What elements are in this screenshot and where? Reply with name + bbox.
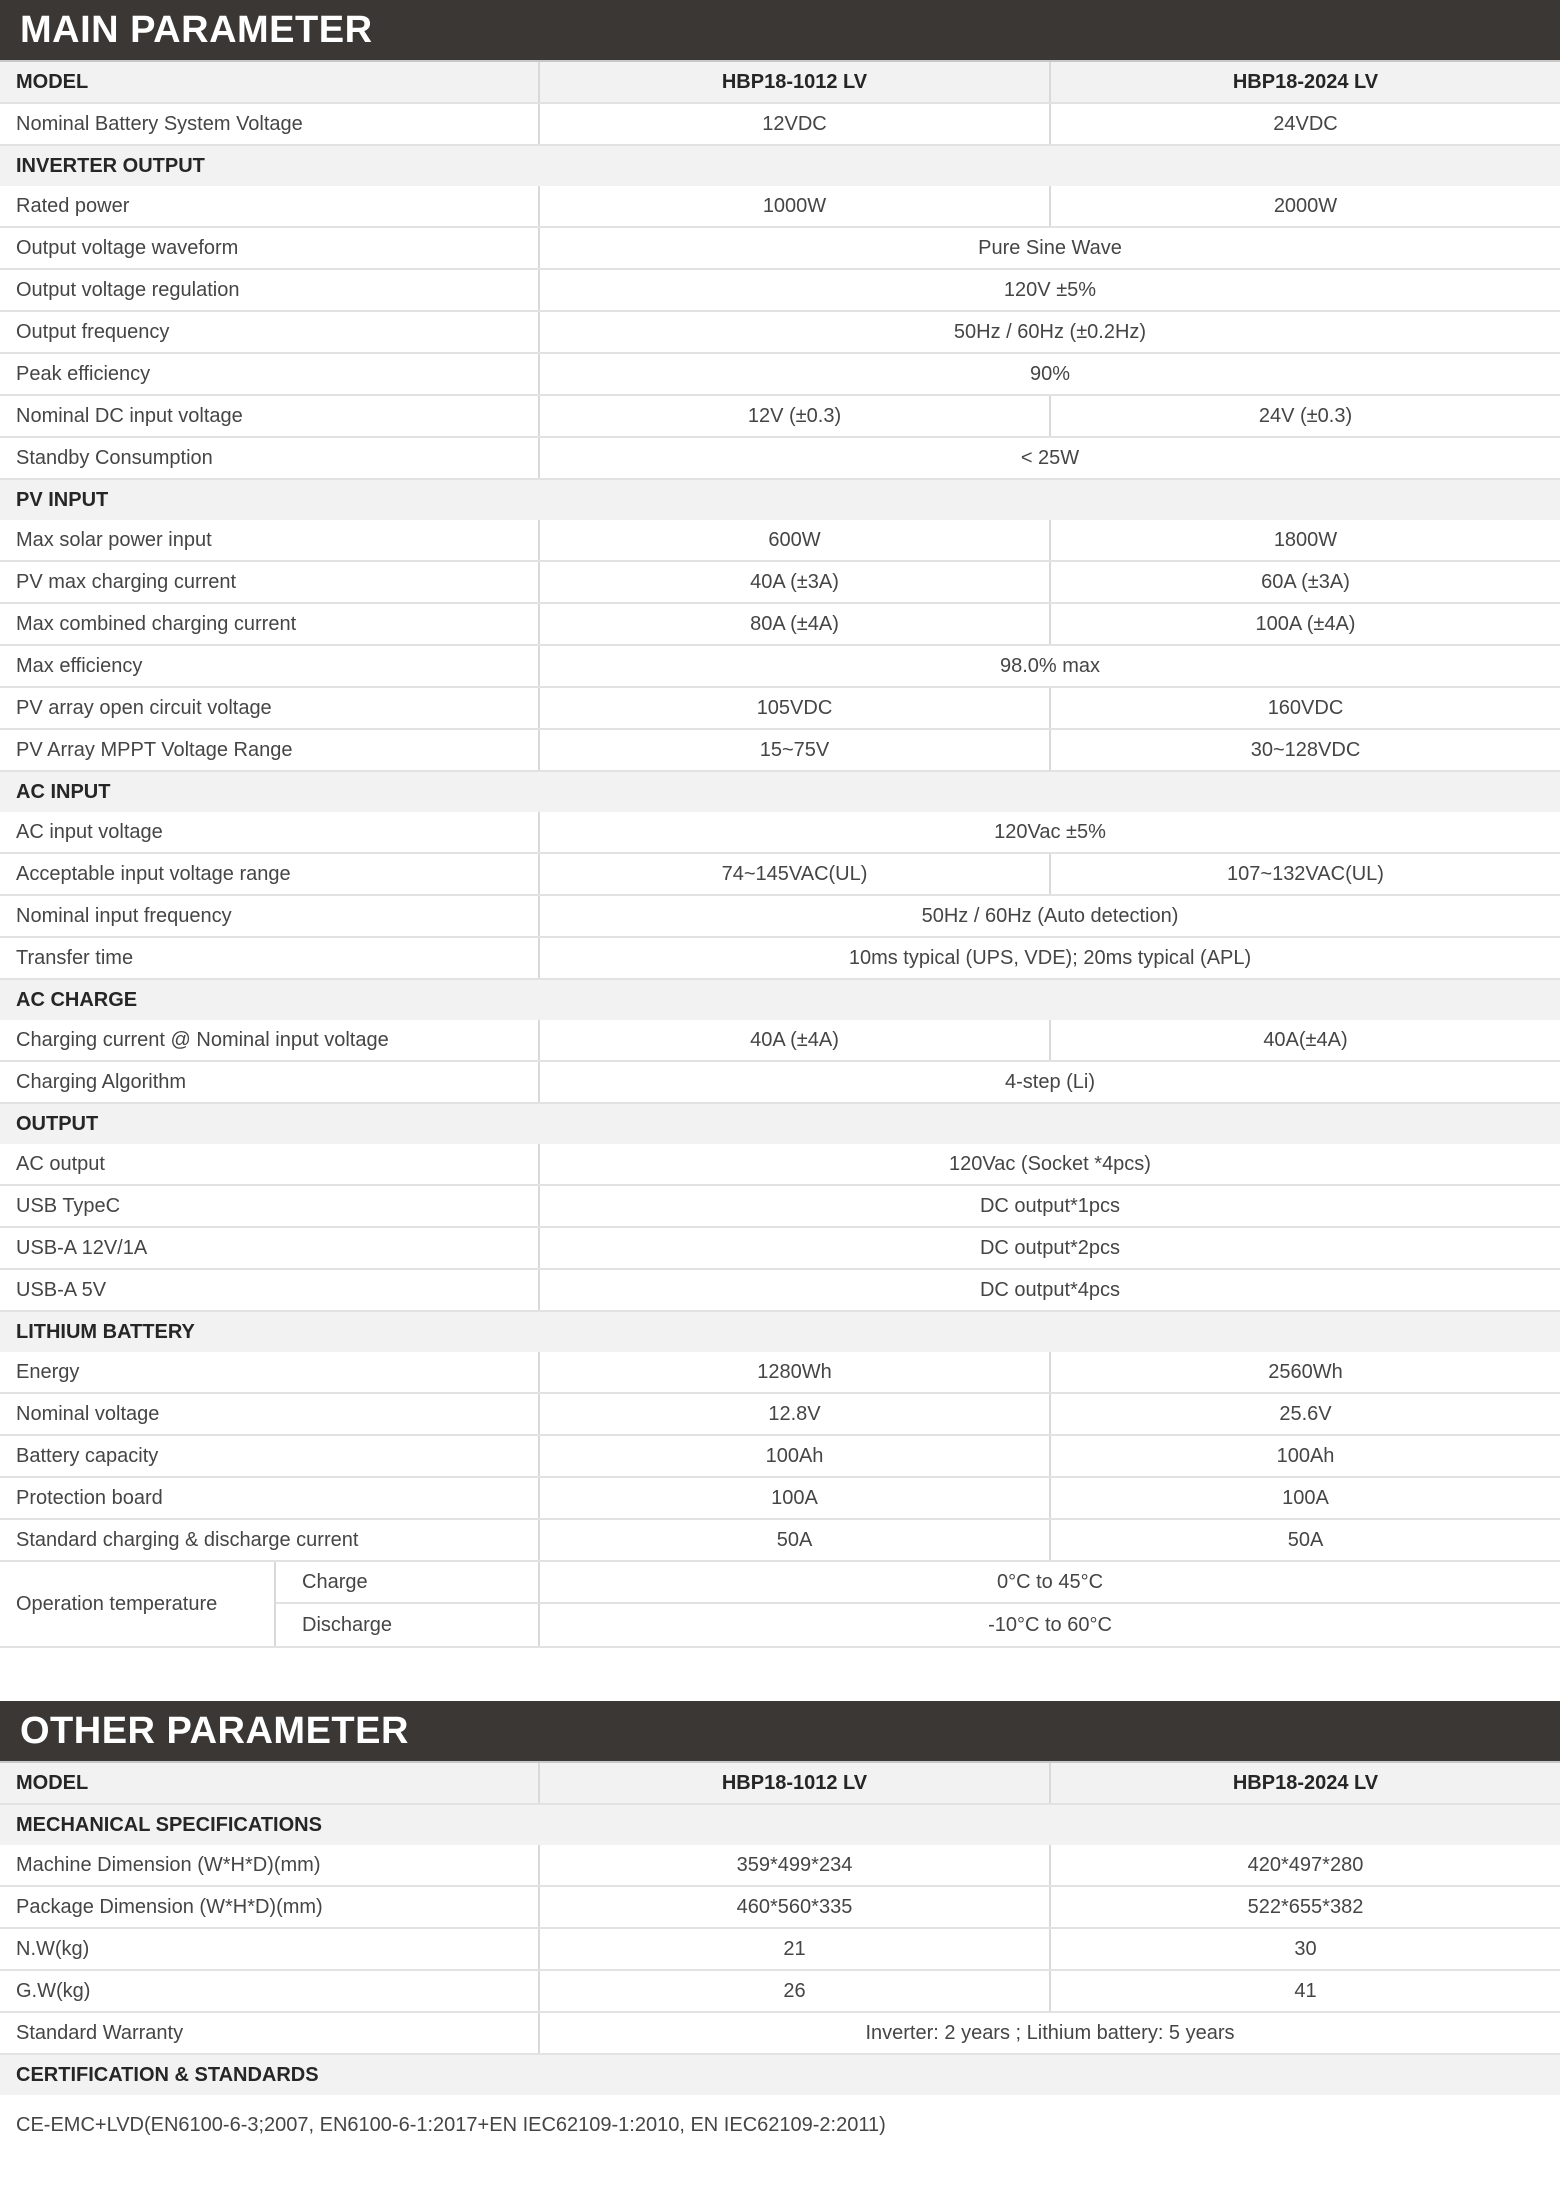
spec-value-col1: 359*499*234 [540, 1845, 1051, 1885]
spec-label: Max combined charging current [0, 604, 540, 644]
spec-value-col1: 40A (±4A) [540, 1020, 1051, 1060]
spec-value-span: Pure Sine Wave [978, 236, 1122, 259]
spec-value-col1: 40A (±3A) [540, 562, 1051, 602]
spec-row [0, 1352, 1560, 1394]
spec-label: Nominal voltage [0, 1394, 540, 1434]
spec-row [0, 396, 1560, 438]
spec-value-col1: 100A [540, 1478, 1051, 1518]
section-header-row [0, 2055, 1560, 2095]
spec-value-span: DC output*1pcs [979, 1194, 1121, 1217]
spec-row [0, 1887, 1560, 1929]
spec-label: USB-A 5V [0, 1270, 540, 1310]
section-header-row [0, 980, 1560, 1020]
group-row [0, 1562, 1560, 1648]
spec-value-span: 50Hz / 60Hz (Auto detection) [921, 904, 1179, 927]
spec-value-col2: 100A (±4A) [1255, 612, 1356, 635]
table-gap [0, 1648, 1560, 1701]
spec-value-col1: 74~145VAC(UL) [540, 854, 1051, 894]
spec-row [0, 562, 1560, 604]
model-value-col2: HBP18-2024 LV [1232, 1771, 1379, 1794]
spec-label: USB TypeC [0, 1186, 540, 1226]
spec-value-col2: 107~132VAC(UL) [1227, 862, 1384, 885]
spec-value-col1: 600W [540, 520, 1051, 560]
spec-label: Battery capacity [0, 1436, 540, 1476]
spec-value-col2: 30~128VDC [1250, 738, 1361, 761]
spec-value-col2: 160VDC [1267, 696, 1344, 719]
model-label: MODEL [0, 62, 540, 102]
spec-value-col1: 12VDC [540, 104, 1051, 144]
spec-row [0, 1520, 1560, 1562]
spec-row [0, 354, 1560, 396]
section-header-row [0, 772, 1560, 812]
spec-value-span: DC output*2pcs [979, 1236, 1121, 1259]
spec-label: Output frequency [0, 312, 540, 352]
certification-text: CE-EMC+LVD(EN6100-6-3;2007, EN6100-6-1:2017+EN IEC62109-1:2010, EN IEC62109-2:2011) [16, 2113, 886, 2136]
spec-row [0, 1436, 1560, 1478]
spec-label: Standard Warranty [0, 2013, 540, 2053]
spec-value-col2: 41 [1294, 1979, 1317, 2002]
spec-value-col2: 24VDC [1273, 112, 1338, 135]
spec-row [0, 1186, 1560, 1228]
spec-label: PV max charging current [0, 562, 540, 602]
spec-label: Machine Dimension (W*H*D)(mm) [0, 1845, 540, 1885]
spec-label: Transfer time [0, 938, 540, 978]
spec-label: Output voltage regulation [0, 270, 540, 310]
section-title: CERTIFICATION & STANDARDS [16, 2063, 319, 2086]
spec-label: Charging Algorithm [0, 1062, 540, 1102]
spec-label: Rated power [0, 186, 540, 226]
model-value-col1: HBP18-1012 LV [540, 62, 1051, 102]
spec-row [0, 938, 1560, 980]
spec-value-col2: 522*655*382 [1247, 1895, 1364, 1918]
spec-label: Max solar power input [0, 520, 540, 560]
spec-row [0, 520, 1560, 562]
spec-label: Nominal Battery System Voltage [0, 104, 540, 144]
section-header-row [0, 1104, 1560, 1144]
spec-value-span: 50Hz / 60Hz (±0.2Hz) [953, 320, 1147, 343]
spec-value-span: 10ms typical (UPS, VDE); 20ms typical (APL) [848, 946, 1252, 969]
spec-row [0, 1270, 1560, 1312]
spec-value-col2: 30 [1294, 1937, 1317, 1960]
spec-value-col2: 100Ah [1276, 1444, 1335, 1467]
spec-value-col1: 100Ah [540, 1436, 1051, 1476]
spec-label: Nominal DC input voltage [0, 396, 540, 436]
spec-row [0, 1478, 1560, 1520]
spec-value-span: 120V ±5% [1003, 278, 1097, 301]
section-title: OUTPUT [16, 1112, 99, 1135]
section-title: INVERTER OUTPUT [16, 154, 205, 177]
section-header-row [0, 1805, 1560, 1845]
spec-value-col2: 40A(±4A) [1263, 1028, 1348, 1051]
spec-row [0, 104, 1560, 146]
other-parameter-title: OTHER PARAMETER [20, 1709, 409, 1752]
spec-row [0, 1144, 1560, 1186]
other-parameter-header [0, 1701, 1560, 1763]
group-label: Operation temperature [0, 1562, 276, 1646]
spec-value-col2: 50A [1287, 1528, 1324, 1551]
other-parameter-table [0, 1763, 1560, 2155]
spec-row [0, 1062, 1560, 1104]
spec-row [0, 186, 1560, 228]
spec-value-span: 120Vac (Socket *4pcs) [949, 1152, 1151, 1175]
spec-value-col2: 1800W [1273, 528, 1338, 551]
model-value-col1: HBP18-1012 LV [540, 1763, 1051, 1803]
model-header-row [0, 1763, 1560, 1805]
section-title: PV INPUT [16, 488, 109, 511]
note-row [0, 2095, 1560, 2155]
section-title: LITHIUM BATTERY [16, 1320, 195, 1343]
spec-row [0, 2013, 1560, 2055]
spec-value-col1: 26 [540, 1971, 1051, 2011]
spec-label: AC output [0, 1144, 540, 1184]
section-title: MECHANICAL SPECIFICATIONS [16, 1813, 322, 1836]
spec-row [0, 1228, 1560, 1270]
spec-value-col2: 420*497*280 [1247, 1853, 1364, 1876]
spec-label: Standard charging & discharge current [0, 1520, 540, 1560]
spec-value-col1: 80A (±4A) [540, 604, 1051, 644]
spec-value-col1: 1280Wh [540, 1352, 1051, 1392]
spec-value-col1: 460*560*335 [540, 1887, 1051, 1927]
spec-value-span: Inverter: 2 years ; Lithium battery: 5 years [865, 2021, 1235, 2044]
spec-value-col1: 12.8V [540, 1394, 1051, 1434]
spec-value-col1: 50A [540, 1520, 1051, 1560]
spec-value-span: 90% [1029, 362, 1071, 385]
spec-label: Peak efficiency [0, 354, 540, 394]
section-title: AC CHARGE [16, 988, 138, 1011]
spec-value-span: 4-step (Li) [1004, 1070, 1096, 1093]
spec-value-col2: 2560Wh [1268, 1360, 1343, 1383]
spec-row [0, 438, 1560, 480]
spec-value-col2: 24V (±0.3) [1258, 404, 1353, 427]
spec-label: Standby Consumption [0, 438, 540, 478]
spec-label: Acceptable input voltage range [0, 854, 540, 894]
section-header-row [0, 1312, 1560, 1352]
main-parameter-title: MAIN PARAMETER [20, 8, 373, 51]
spec-row [0, 812, 1560, 854]
spec-label: G.W(kg) [0, 1971, 540, 2011]
spec-value-col2: 2000W [1273, 194, 1338, 217]
spec-value-col1: 15~75V [540, 730, 1051, 770]
section-header-row [0, 146, 1560, 186]
spec-value-col2: 60A (±3A) [1261, 570, 1350, 593]
spec-row [0, 896, 1560, 938]
spec-label: USB-A 12V/1A [0, 1228, 540, 1268]
spec-label: PV Array MPPT Voltage Range [0, 730, 540, 770]
spec-value-col1: 105VDC [540, 688, 1051, 728]
spec-label: Energy [0, 1352, 540, 1392]
spec-label: AC input voltage [0, 812, 540, 852]
spec-label: Output voltage waveform [0, 228, 540, 268]
main-parameter-table [0, 62, 1560, 1648]
spec-row [0, 228, 1560, 270]
model-header-row [0, 62, 1560, 104]
spec-row [0, 1929, 1560, 1971]
spec-value-span: 98.0% max [999, 654, 1101, 677]
spec-label: Max efficiency [0, 646, 540, 686]
section-header-row [0, 480, 1560, 520]
spec-row [0, 312, 1560, 354]
group-value: -10°C to 60°C [988, 1613, 1112, 1636]
spec-row [0, 1394, 1560, 1436]
spec-value-span: DC output*4pcs [979, 1278, 1121, 1301]
spec-row [0, 1020, 1560, 1062]
spec-row [0, 1971, 1560, 2013]
spec-value-span: < 25W [1020, 446, 1080, 469]
spec-value-col2: 100A [1282, 1486, 1329, 1509]
spec-label: N.W(kg) [0, 1929, 540, 1969]
model-label: MODEL [0, 1763, 540, 1803]
main-parameter-header [0, 0, 1560, 62]
model-value-col2: HBP18-2024 LV [1232, 70, 1379, 93]
spec-label: Nominal input frequency [0, 896, 540, 936]
section-title: AC INPUT [16, 780, 111, 803]
spec-row [0, 604, 1560, 646]
spec-row [0, 270, 1560, 312]
group-sublabel: Charge [276, 1562, 540, 1604]
spec-label: Package Dimension (W*H*D)(mm) [0, 1887, 540, 1927]
spec-label: PV array open circuit voltage [0, 688, 540, 728]
spec-row [0, 730, 1560, 772]
spec-row [0, 854, 1560, 896]
spec-row [0, 688, 1560, 730]
group-sublabel: Discharge [276, 1604, 540, 1646]
spec-value-col1: 12V (±0.3) [540, 396, 1051, 436]
spec-value-col1: 1000W [540, 186, 1051, 226]
spec-row [0, 1845, 1560, 1887]
spec-label: Charging current @ Nominal input voltage [0, 1020, 540, 1060]
spec-label: Protection board [0, 1478, 540, 1518]
spec-row [0, 646, 1560, 688]
spec-value-span: 120Vac ±5% [994, 820, 1106, 843]
spec-value-col2: 25.6V [1279, 1402, 1332, 1425]
spec-value-col1: 21 [540, 1929, 1051, 1969]
group-value: 0°C to 45°C [540, 1562, 1560, 1604]
